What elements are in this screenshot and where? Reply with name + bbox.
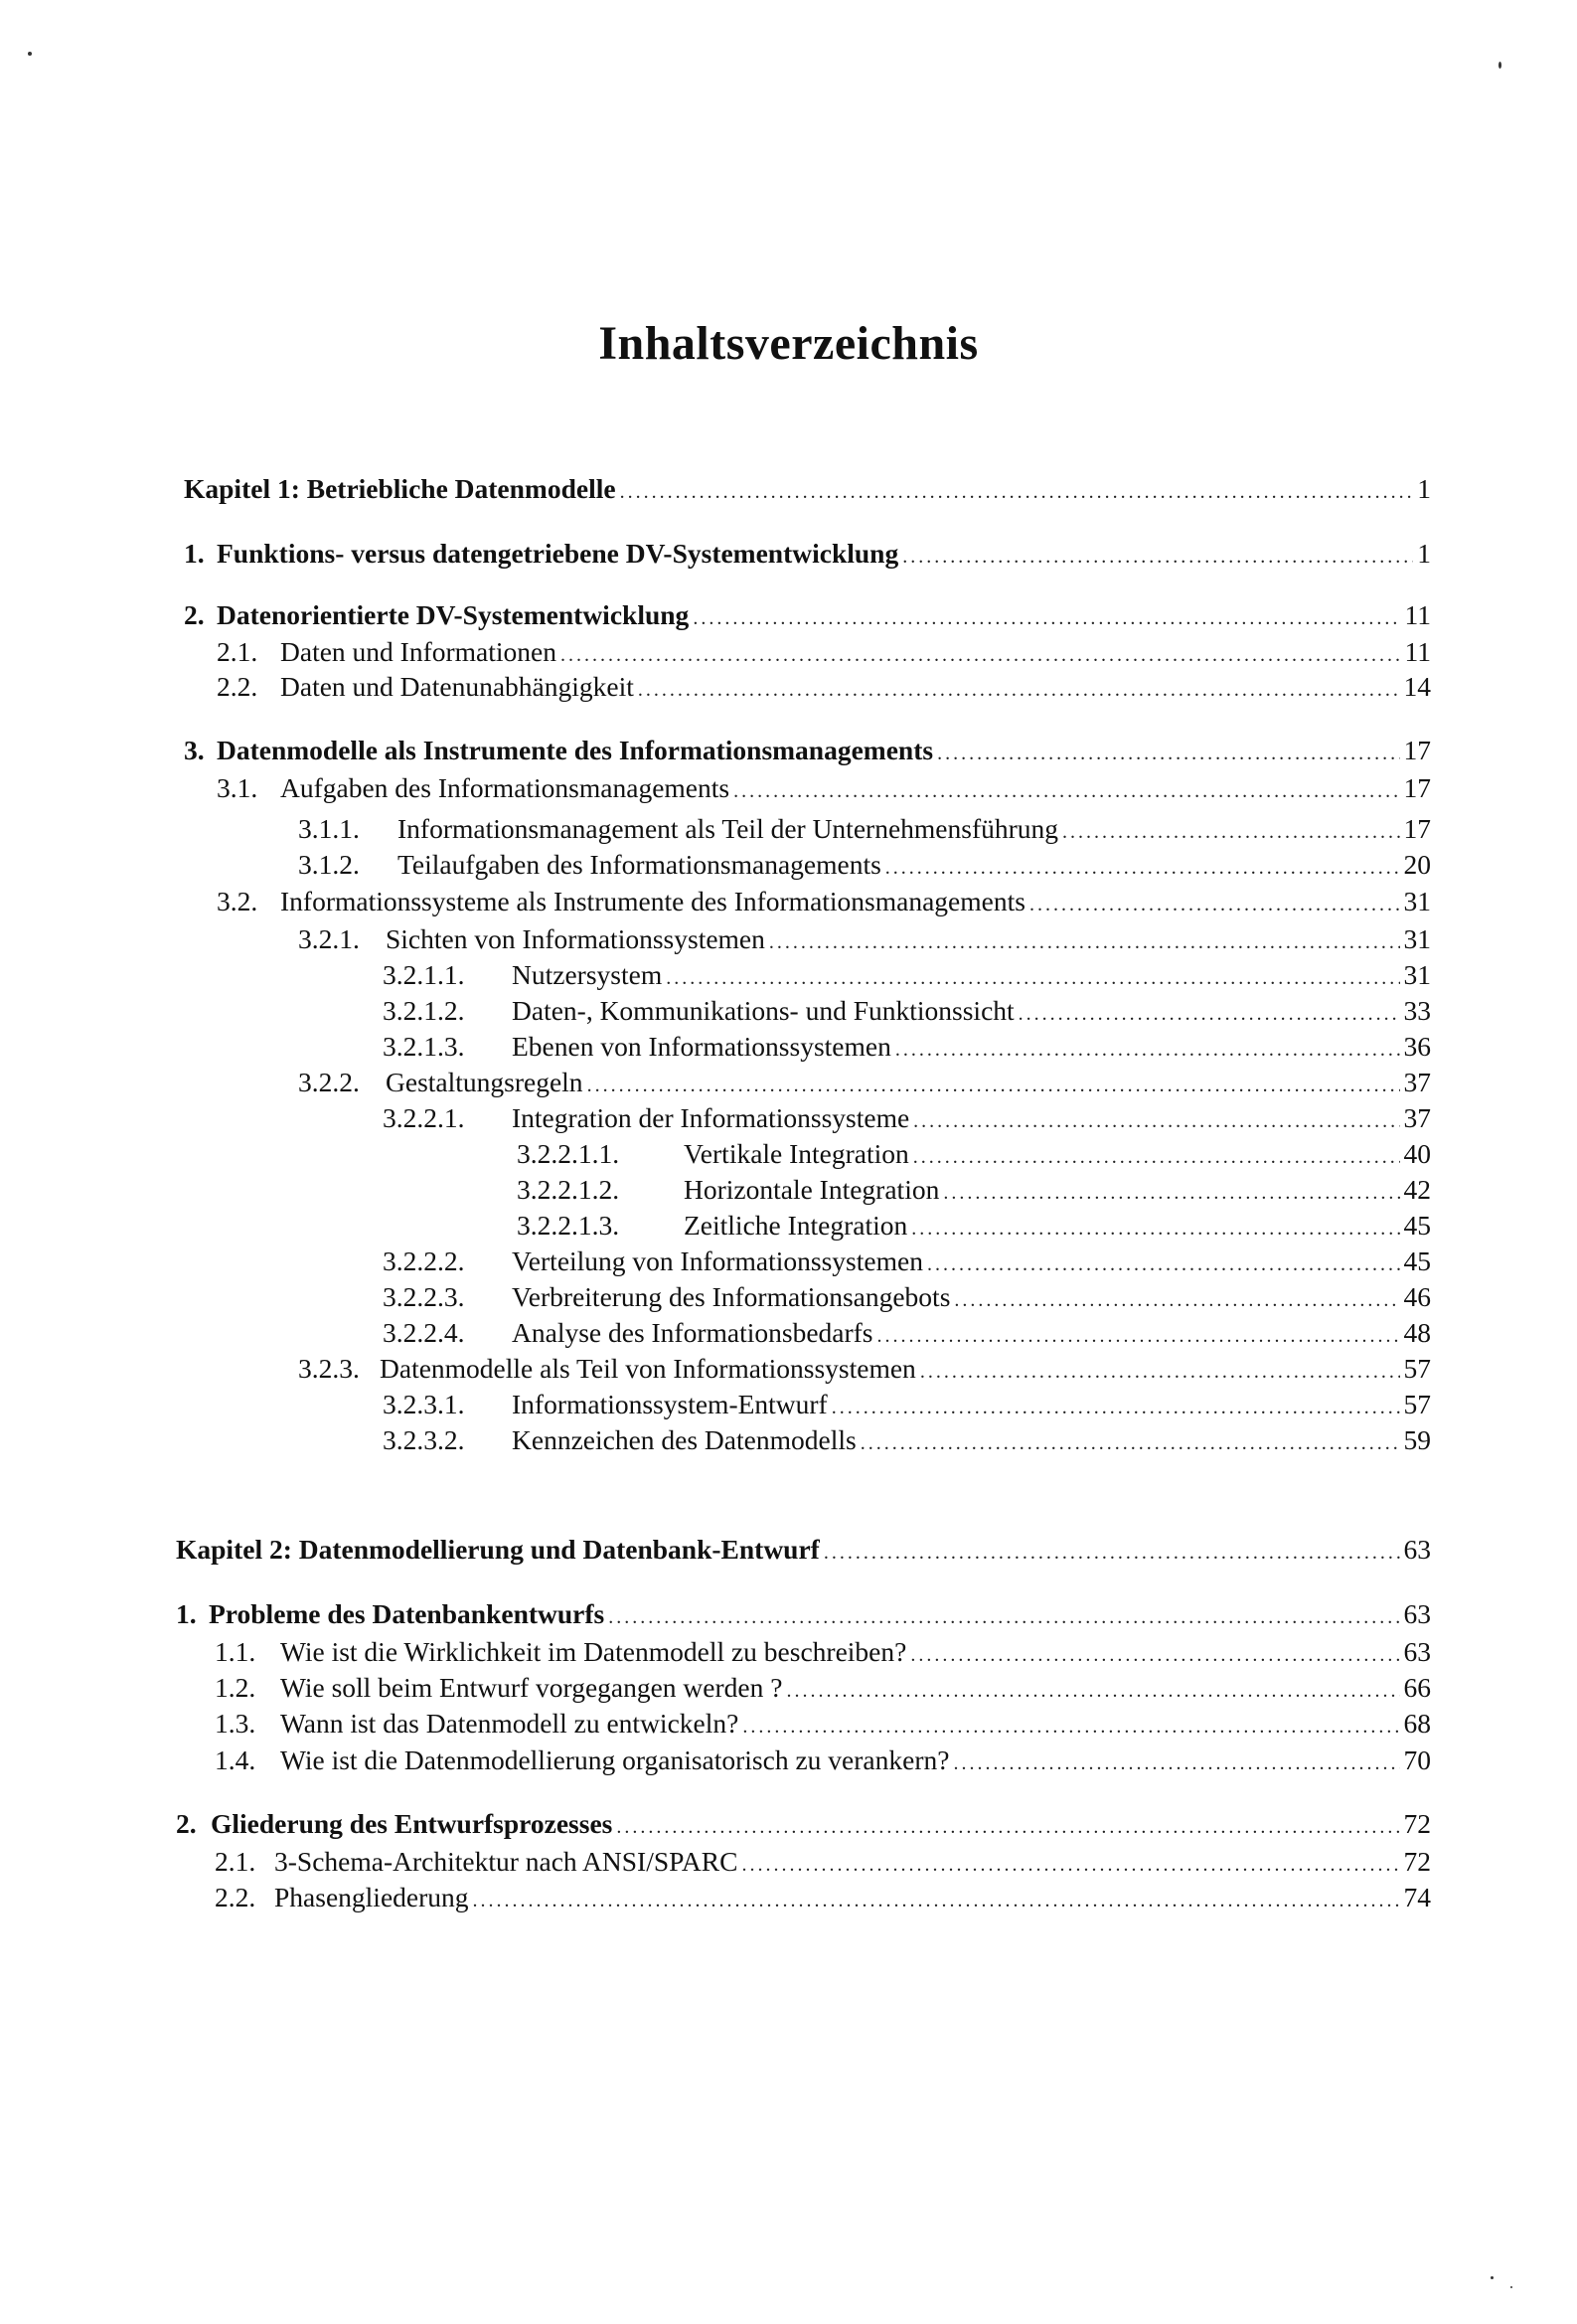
toc-entry xyxy=(215,1882,1431,1916)
toc-entry-title: Teilaufgaben des Informationsmanagements xyxy=(397,849,881,880)
toc-entry-page: 45 xyxy=(1403,1210,1431,1241)
toc-entry-number: 3.1. xyxy=(217,772,258,803)
toc-entry-number: 1. xyxy=(184,538,205,569)
dot-leader xyxy=(769,926,1400,958)
toc-entry-page: 37 xyxy=(1403,1102,1431,1133)
toc-entry-number: 2. xyxy=(184,599,205,630)
scan-speck xyxy=(1510,2286,1512,2288)
toc-entry-title: Informationssystem-Entwurf xyxy=(512,1389,828,1419)
toc-entry-title: Wann ist das Datenmodell zu entwickeln? xyxy=(280,1708,739,1739)
toc-entry-page: 14 xyxy=(1403,671,1431,702)
dot-leader xyxy=(616,1811,1399,1843)
toc-entry-page: 36 xyxy=(1403,1031,1431,1062)
dot-leader xyxy=(1029,889,1400,920)
dot-leader xyxy=(693,602,1400,634)
toc-entry-title: Datenmodelle als Teil von Informationssystemen xyxy=(380,1353,916,1384)
dot-leader xyxy=(473,1885,1400,1916)
toc-entry-title: 3-Schema-Architektur nach ANSI/SPARC xyxy=(274,1846,738,1877)
toc-entry-number: 3.2.2.3. xyxy=(383,1281,465,1312)
dot-leader xyxy=(895,1034,1400,1066)
toc-entry xyxy=(215,1672,1431,1707)
toc-entry-title: Datenorientierte DV-Systementwicklung xyxy=(217,599,690,630)
dot-leader xyxy=(733,775,1399,807)
toc-entry-number: 3.2.2.4. xyxy=(383,1317,465,1348)
toc-entry-title: Daten-, Kommunikations- und Funktionssicht xyxy=(512,995,1015,1026)
toc-entry xyxy=(184,473,1431,508)
toc-entry xyxy=(383,1317,1431,1352)
toc-entry-page: 57 xyxy=(1403,1353,1431,1384)
toc-entry xyxy=(383,1245,1431,1280)
toc-entry-page: 46 xyxy=(1403,1281,1431,1312)
dot-leader xyxy=(832,1392,1400,1423)
toc-entry xyxy=(176,1598,1431,1633)
toc-entry-page: 31 xyxy=(1403,959,1431,990)
toc-entry xyxy=(298,849,1431,884)
toc-entry-number: 1.3. xyxy=(215,1708,256,1739)
toc-entry-number: 3.1.1. xyxy=(298,813,360,844)
toc-entry-title: Sichten von Informationssystemen xyxy=(386,923,765,954)
toc-entry-number: 3.2.3. xyxy=(298,1353,360,1384)
toc-entry-number: 1.2. xyxy=(215,1672,256,1703)
toc-entry-title: Gliederung des Entwurfsprozesses xyxy=(211,1808,613,1839)
dot-leader xyxy=(824,1537,1400,1569)
dot-leader xyxy=(937,738,1399,769)
dot-leader xyxy=(920,1356,1400,1388)
dot-leader xyxy=(1019,998,1400,1030)
toc-entry-page: 11 xyxy=(1404,599,1431,630)
dot-leader xyxy=(741,1849,1399,1881)
dot-leader xyxy=(927,1248,1400,1280)
toc-entry xyxy=(176,1534,1431,1569)
toc-entry-title: Datenmodelle als Instrumente des Informationsmanagements xyxy=(217,735,934,765)
dot-leader xyxy=(877,1320,1400,1352)
dot-leader xyxy=(1062,816,1399,848)
dot-leader xyxy=(620,476,1414,508)
dot-leader xyxy=(902,541,1413,573)
toc-entry-title: Kennzeichen des Datenmodells xyxy=(512,1424,857,1455)
toc-entry-page: 17 xyxy=(1403,813,1431,844)
toc-entry-number: 3.1.2. xyxy=(298,849,360,880)
toc-entry-number: 2.2. xyxy=(217,671,258,702)
toc-entry-title: Phasengliederung xyxy=(274,1882,469,1912)
toc-entry-page: 63 xyxy=(1403,1636,1431,1667)
dot-leader xyxy=(666,962,1399,994)
toc-entry-page: 66 xyxy=(1403,1672,1431,1703)
toc-entry-page: 72 xyxy=(1403,1808,1431,1839)
dot-leader xyxy=(911,1213,1399,1245)
toc-entry-number: 3.2.1.1. xyxy=(383,959,465,990)
dot-leader xyxy=(560,639,1401,671)
toc-entry xyxy=(184,599,1431,634)
dot-leader xyxy=(943,1177,1399,1209)
toc-entry-page: 40 xyxy=(1403,1138,1431,1169)
toc-entry-number: 3.2.2. xyxy=(298,1067,360,1097)
toc-entry-page: 63 xyxy=(1403,1534,1431,1565)
toc-entry xyxy=(298,1353,1431,1388)
toc-entry-title: Daten und Datenunabhängigkeit xyxy=(280,671,634,702)
toc-entry-number: 3.2.2.1. xyxy=(383,1102,465,1133)
dot-leader xyxy=(587,1070,1400,1101)
toc-entry xyxy=(383,995,1431,1030)
toc-entry-number: 3.2.1.3. xyxy=(383,1031,465,1062)
toc-entry xyxy=(383,1389,1431,1423)
toc-entry xyxy=(217,772,1431,807)
dot-leader xyxy=(954,1284,1399,1316)
toc-entry-title: Wie ist die Datenmodellierung organisatorisch zu verankern? xyxy=(280,1744,950,1775)
toc-entry xyxy=(184,735,1431,769)
toc-entry-title: Vertikale Integration xyxy=(684,1138,909,1169)
toc-entry-title: Integration der Informationssysteme xyxy=(512,1102,910,1133)
toc-entry-title: Zeitliche Integration xyxy=(684,1210,908,1241)
dot-leader xyxy=(742,1711,1399,1743)
toc-entry-title: Daten und Informationen xyxy=(280,636,556,667)
toc-entry xyxy=(215,1846,1431,1881)
toc-entry-page: 1 xyxy=(1417,473,1431,504)
toc-entry-title: Verteilung von Informationssystemen xyxy=(512,1245,923,1276)
toc-entry xyxy=(217,886,1431,920)
toc-entry xyxy=(383,1102,1431,1137)
toc-entry-page: 31 xyxy=(1403,923,1431,954)
toc-entry-page: 72 xyxy=(1403,1846,1431,1877)
toc-entry xyxy=(517,1210,1431,1245)
toc-entry-number: 3.2.2.2. xyxy=(383,1245,465,1276)
toc-entry-title: Wie soll beim Entwurf vorgegangen werden ? xyxy=(280,1672,783,1703)
toc-entry-title: Informationsmanagement als Teil der Unternehmensführung xyxy=(397,813,1059,844)
toc-entry-number: 3.2.1. xyxy=(298,923,360,954)
toc-entry xyxy=(383,959,1431,994)
toc-entry-page: 17 xyxy=(1403,772,1431,803)
toc-entry-title: Kapitel 1: Betriebliche Datenmodelle xyxy=(184,473,616,504)
toc-entry-number: 3.2.2.1.3. xyxy=(517,1210,620,1241)
toc-entry xyxy=(383,1424,1431,1459)
dot-leader xyxy=(638,674,1400,706)
toc-entry-title: Nutzersystem xyxy=(512,959,663,990)
toc-entry-title: Funktions- versus datengetriebene DV-Systementwicklung xyxy=(217,538,899,569)
toc-entry-page: 74 xyxy=(1403,1882,1431,1912)
toc-entry-page: 42 xyxy=(1403,1174,1431,1205)
toc-entry-number: 2.2. xyxy=(215,1882,256,1912)
toc-entry xyxy=(215,1636,1431,1671)
toc-entry-page: 20 xyxy=(1403,849,1431,880)
toc-entry-page: 37 xyxy=(1403,1067,1431,1097)
toc-entry-number: 2. xyxy=(176,1808,197,1839)
toc-entry-title: Probleme des Datenbankentwurfs xyxy=(209,1598,605,1629)
toc-entry-page: 45 xyxy=(1403,1245,1431,1276)
toc-entry xyxy=(215,1708,1431,1743)
toc-entry-page: 31 xyxy=(1403,886,1431,916)
dot-leader xyxy=(861,1427,1400,1459)
toc-entry-page: 57 xyxy=(1403,1389,1431,1419)
dot-leader xyxy=(608,1601,1399,1633)
toc-entry xyxy=(217,671,1431,706)
toc-entry xyxy=(298,813,1431,848)
toc-entry xyxy=(298,923,1431,958)
toc-entry-number: 3.2.3.2. xyxy=(383,1424,465,1455)
toc-entry-title: Wie ist die Wirklichkeit im Datenmodell zu beschreiben? xyxy=(280,1636,907,1667)
toc-entry-number: 3.2.3.1. xyxy=(383,1389,465,1419)
toc-entry-number: 1.1. xyxy=(215,1636,256,1667)
toc-entry-page: 1 xyxy=(1417,538,1431,569)
page-title: Inhaltsverzeichnis xyxy=(598,317,979,370)
toc-entry xyxy=(217,636,1431,671)
toc-entry-number: 2.1. xyxy=(215,1846,256,1877)
toc-entry-page: 17 xyxy=(1403,735,1431,765)
toc-entry-title: Analyse des Informationsbedarfs xyxy=(512,1317,873,1348)
toc-entry-title: Aufgaben des Informationsmanagements xyxy=(280,772,730,803)
scan-speck xyxy=(28,52,32,56)
toc-entry-page: 48 xyxy=(1403,1317,1431,1348)
toc-entry-page: 63 xyxy=(1403,1598,1431,1629)
toc-entry xyxy=(383,1031,1431,1066)
toc-entry-page: 59 xyxy=(1403,1424,1431,1455)
toc-entry-title: Verbreiterung des Informationsangebots xyxy=(512,1281,951,1312)
dot-leader xyxy=(953,1747,1399,1779)
toc-entry-number: 3.2.2.1.1. xyxy=(517,1138,620,1169)
toc-entry xyxy=(176,1808,1431,1843)
toc-entry-number: 2.1. xyxy=(217,636,258,667)
toc-entry-number: 1. xyxy=(176,1598,197,1629)
toc-entry xyxy=(215,1744,1431,1779)
dot-leader xyxy=(913,1141,1400,1173)
toc-entry-title: Kapitel 2: Datenmodellierung und Datenbank-Entwurf xyxy=(176,1534,820,1565)
toc-entry xyxy=(298,1067,1431,1101)
dot-leader xyxy=(913,1105,1399,1137)
scan-speck xyxy=(1498,62,1501,69)
toc-entry-page: 70 xyxy=(1403,1744,1431,1775)
toc-entry xyxy=(517,1138,1431,1173)
toc-entry-number: 1.4. xyxy=(215,1744,256,1775)
dot-leader xyxy=(786,1675,1399,1707)
toc-entry-number: 3.2.1.2. xyxy=(383,995,465,1026)
toc-entry-number: 3.2.2.1.2. xyxy=(517,1174,620,1205)
toc-entry-title: Informationssysteme als Instrumente des Informationsmanagements xyxy=(280,886,1025,916)
dot-leader xyxy=(910,1639,1399,1671)
toc-entry-title: Horizontale Integration xyxy=(684,1174,940,1205)
toc-entry xyxy=(383,1281,1431,1316)
toc-entry xyxy=(184,538,1431,573)
toc-entry-page: 11 xyxy=(1404,636,1431,667)
toc-entry-page: 33 xyxy=(1403,995,1431,1026)
toc-entry-number: 3. xyxy=(184,735,205,765)
scan-speck xyxy=(1491,2276,1494,2279)
toc-entry-title: Ebenen von Informationssystemen xyxy=(512,1031,891,1062)
dot-leader xyxy=(885,852,1400,884)
toc-entry-title: Gestaltungsregeln xyxy=(386,1067,583,1097)
toc-entry xyxy=(517,1174,1431,1209)
toc-entry-page: 68 xyxy=(1403,1708,1431,1739)
toc-entry-number: 3.2. xyxy=(217,886,258,916)
